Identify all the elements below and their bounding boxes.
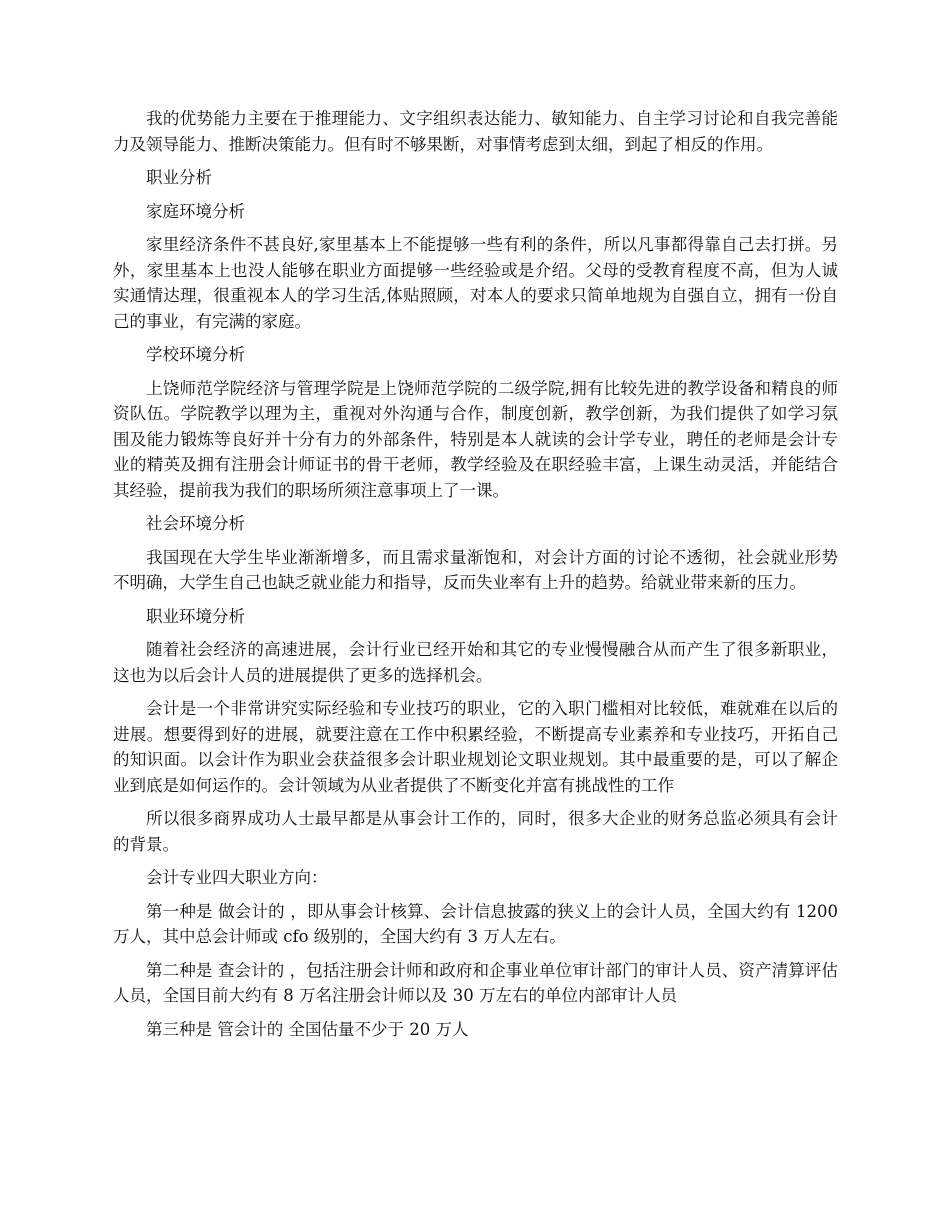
document-body (113, 106, 838, 1050)
paragraph-strengths: 我的优势能力主要在于推理能力、文字组织表达能力、敏知能力、自主学习讨论和自我完善能力及领导能力、推断决策能力。但有时不够果断，对事情考虑到太细，到起了相反的作用。 (113, 109, 838, 154)
paragraph-accounting-career: 会计是一个非常讲究实际经验和专业技巧的职业，它的入职门槛相对比较低，难就难在以后的进展。想要得到好的进展，就要注意在工作中积累经验，不断提高专业素养和专业技巧，开拓自己的知识面。以会计作为职业会获益很多会计职业规划论文职业规划。其中最重要的是，可以了解企业到底是如何运作的。会计领域为从业者提供了不断变化并富有挑战性的工作 (113, 699, 838, 795)
paragraph-business-success: 所以很多商界成功人士最早都是从事会计工作的，同时，很多大企业的财务总监必须具有会计的背景。 (113, 809, 838, 854)
paragraph-school-environment: 上饶师范学院经济与管理学院是上饶师范学院的二级学院,拥有比较先进的教学设备和精良的师资队伍。学院教学以理为主，重视对外沟通与合作，制度创新，教学创新，为我们提供了如学习氛围及能力锻炼等良好并十分有力的外部条件，特别是本人就读的会计学专业，聘任的老师是会计专业的精英及拥有注册会计师证书的骨干老师，教学经验及在职经验丰富，上课生动灵活，并能结合其经验，提前我为我们的职场所须注意事项上了一课。 (113, 378, 838, 500)
paragraph-career-environment: 随着社会经济的高速进展，会计行业已经开始和其它的专业慢慢融合从而产生了很多新职业，这也为以后会计人员的进展提供了更多的选择机会。 (113, 640, 838, 685)
heading-social-environment: 社会环境分析 (146, 514, 245, 533)
paragraph-social-environment: 我国现在大学生毕业渐渐增多，而且需求量渐饱和，对会计方面的讨论不透彻，社会就业形势不明确，大学生自己也缺乏就业能力和指导，反而失业率有上升的趋势。给就业带来新的压力。 (113, 547, 838, 592)
paragraph-direction-three: 第三种是 管会计的 全国估量不少于 20 万人 (146, 1019, 469, 1039)
paragraph-direction-two: 第二种是 查会计的 ，包括注册会计师和政府和企事业单位审计部门的审计人员、资产清算评估人员，全国目前大约有 8 万名注册会计师以及 30 万左右的单位内部审计人员 (113, 960, 838, 1005)
paragraph-family-environment: 家里经济条件不甚良好,家里基本上不能提够一些有利的条件，所以凡事都得靠自己去打拼。另外，家里基本上也没人能够在职业方面提够一些经验或是介绍。父母的受教育程度不高，但为人诚实通情达理，很重视本人的学习生活,体贴照顾，对本人的要求只简单地规为自强自立，拥有一份自己的事业，有完满的家庭。 (113, 235, 838, 331)
paragraph-direction-one: 第一种是 做会计的 ，即从事会计核算、会计信息披露的狭义上的会计人员，全国大约有 1200 万人，其中总会计师或 cfo 级别的，全国大约有 3 万人左右。 (113, 901, 838, 946)
heading-school-environment: 学校环境分析 (146, 345, 245, 364)
heading-career-environment: 职业环境分析 (146, 606, 245, 626)
heading-career-analysis: 职业分析 (146, 168, 212, 187)
heading-four-directions: 会计专业四大职业方向： (146, 868, 328, 887)
heading-family-environment: 家庭环境分析 (146, 201, 245, 221)
